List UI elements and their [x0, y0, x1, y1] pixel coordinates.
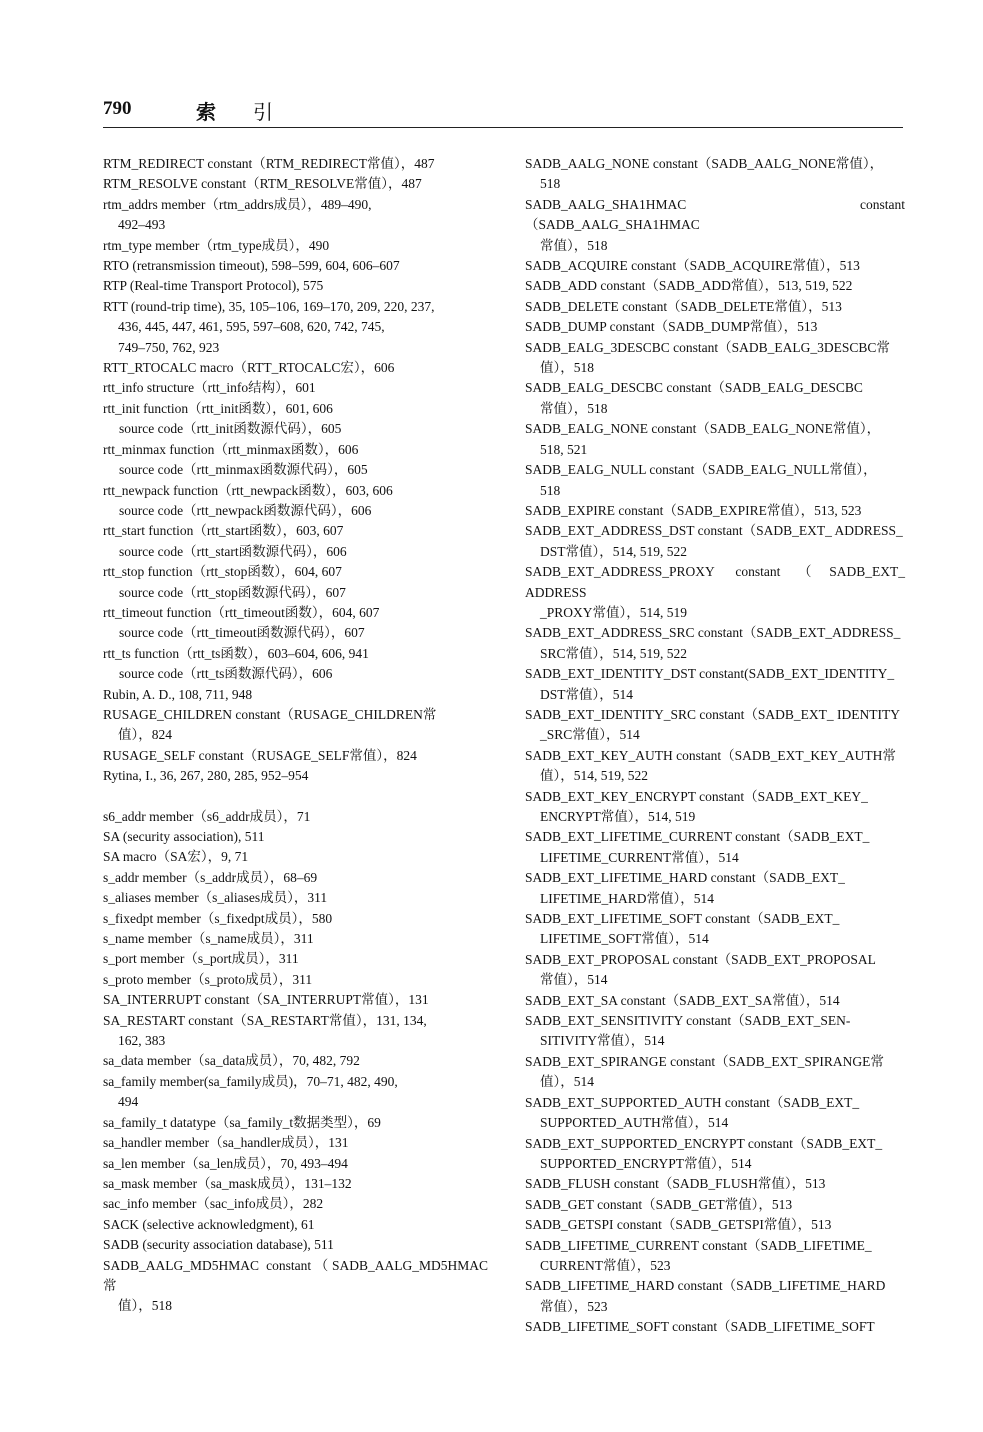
index-entry [103, 909, 488, 929]
section-gap [103, 787, 488, 807]
entry-line: source code（rtt_newpack函数源代码），606 [119, 502, 372, 518]
index-entry [103, 847, 488, 867]
index-entry [103, 1215, 488, 1235]
entry-line: SADB_ADD constant（SADB_ADD常值），513, 519, 522 [525, 278, 853, 294]
entry-line: source code（rtt_minmax函数源代码），605 [119, 462, 368, 478]
entry-line: SADB_AALG_SHA1HMAC constant（SADB_AALG_SHA1HMAC [525, 196, 905, 233]
index-entry [525, 297, 905, 317]
entry-line: s_addr member（s_addr成员），68–69 [103, 869, 318, 885]
entry-continuation: 值），824 [118, 727, 172, 743]
entry-continuation: 749–750, 762, 923 [118, 339, 220, 355]
entry-continuation: 值），518 [118, 1298, 172, 1314]
index-entry [103, 929, 488, 949]
entry-line: rtt_timeout function（rtt_timeout函数），604, 607 [103, 604, 380, 620]
index-entry [525, 419, 905, 460]
entry-line: sa_family_t datatype（sa_family_t数据类型），69 [103, 1114, 381, 1130]
entry-line: Rubin, A. D., 108, 711, 948 [103, 686, 253, 702]
index-entry [525, 276, 905, 296]
index-entry [103, 297, 488, 358]
entry-line: SADB_EXT_SPIRANGE constant（SADB_EXT_SPIRANGE常 [525, 1053, 884, 1069]
entry-line: source code（rtt_init函数源代码），605 [119, 421, 342, 437]
entry-line: SADB_EXT_LIFETIME_SOFT constant（SADB_EXT_ [525, 911, 840, 927]
index-entry [103, 1072, 488, 1113]
index-entry [103, 603, 488, 623]
entry-line: SADB_EXT_ADDRESS_PROXY constant（SADB_EXT_ ADDRESS [525, 564, 905, 600]
index-entry [103, 970, 488, 990]
index-subentry [103, 623, 488, 643]
index-entry [525, 1052, 905, 1093]
entry-line: SADB_EXPIRE constant（SADB_EXPIRE常值），513, 523 [525, 502, 862, 518]
index-entry [103, 256, 488, 276]
index-entry [103, 481, 488, 501]
entry-line: SADB_LIFETIME_CURRENT constant（SADB_LIFETIME_ [525, 1237, 872, 1253]
entry-line: source code（rtt_stop函数源代码），607 [119, 584, 346, 600]
entry-line: SA macro（SA宏），9, 71 [103, 849, 249, 865]
index-entry [103, 1194, 488, 1214]
index-entry [103, 174, 488, 194]
index-entry [525, 521, 905, 562]
index-entry [525, 787, 905, 828]
page-title-char-2: 引 [253, 102, 273, 124]
entry-line: sa_mask member（sa_mask成员），131–132 [103, 1175, 352, 1191]
index-entry [525, 868, 905, 909]
entry-continuation: 常值），518 [540, 400, 608, 416]
entry-line: RUSAGE_SELF constant（RUSAGE_SELF常值），824 [103, 747, 417, 763]
index-entry [525, 195, 905, 256]
entry-line: SADB_EXT_KEY_ENCRYPT constant（SADB_EXT_KEY_ [525, 788, 868, 804]
index-entry [525, 1236, 905, 1277]
entry-line: rtt_stop function（rtt_stop函数），604, 607 [103, 564, 342, 580]
index-entry [103, 378, 488, 398]
entry-line: rtt_init function（rtt_init函数），601, 606 [103, 400, 333, 416]
entry-line: sac_info member（sac_info成员），282 [103, 1196, 324, 1212]
entry-continuation: 518 [540, 482, 561, 498]
entry-line: SADB_EALG_DESCBC constant（SADB_EALG_DESCBC [525, 380, 863, 396]
index-subentry [103, 419, 488, 439]
index-entry [103, 1235, 488, 1255]
entry-line: SA_INTERRUPT constant（SA_INTERRUPT常值），131 [103, 992, 429, 1008]
entry-line: SADB_EXT_IDENTITY_SRC constant（SADB_EXT_ IDENTITY [525, 706, 900, 722]
index-entry [525, 1011, 905, 1052]
entry-line: source code（rtt_ts函数源代码），606 [119, 666, 333, 682]
index-entry [103, 807, 488, 827]
index-entry [525, 1317, 905, 1337]
entry-line: rtt_ts function（rtt_ts函数），603–604, 606, 941 [103, 645, 369, 661]
entry-continuation: 值），514, 519, 522 [540, 768, 648, 784]
index-entry [103, 1051, 488, 1071]
entry-line: s_aliases member（s_aliases成员），311 [103, 890, 328, 906]
entry-line: SADB_EXT_KEY_AUTH constant（SADB_EXT_KEY_AUTH常 [525, 747, 896, 763]
entry-continuation: _PROXY常值），514, 519 [540, 604, 688, 620]
entry-continuation: 518 [540, 176, 561, 192]
index-entry [103, 521, 488, 541]
index-entry [525, 1174, 905, 1194]
entry-continuation: 492–493 [118, 217, 166, 233]
entry-line: SADB_GETSPI constant（SADB_GETSPI常值），513 [525, 1217, 832, 1233]
entry-line: SADB_EXT_LIFETIME_HARD constant（SADB_EXT_ [525, 870, 845, 886]
entry-line: SADB_EXT_IDENTITY_DST constant(SADB_EXT_IDENTITY_ [525, 666, 895, 682]
index-entry [103, 1011, 488, 1052]
page-title-char-1: 索 [196, 102, 216, 124]
entry-line: SADB_EXT_SA constant（SADB_EXT_SA常值），514 [525, 992, 840, 1008]
index-entry [525, 338, 905, 379]
entry-line: SADB_EXT_LIFETIME_CURRENT constant（SADB_EXT_ [525, 829, 870, 845]
entry-continuation: 494 [118, 1094, 139, 1110]
index-entry [525, 378, 905, 419]
entry-line: SA (security association), 511 [103, 829, 265, 844]
index-entry [103, 1256, 488, 1317]
index-entry [525, 746, 905, 787]
entry-line: SA_RESTART constant（SA_RESTART常值），131, 134, [103, 1012, 427, 1028]
entry-line: SADB_LIFETIME_SOFT constant（SADB_LIFETIME_SOFT [525, 1319, 875, 1335]
index-entry [525, 256, 905, 276]
index-entry [103, 276, 488, 296]
index-entry [525, 991, 905, 1011]
index-subentry [103, 501, 488, 521]
entry-line: RTT_RTOCALC macro（RTT_RTOCALC宏），606 [103, 360, 395, 376]
index-subentry [103, 460, 488, 480]
entry-continuation: CURRENT常值），523 [540, 1257, 671, 1273]
index-entry [103, 399, 488, 419]
entry-continuation: LIFETIME_HARD常值），514 [540, 890, 714, 906]
entry-continuation: 常值），514 [540, 972, 608, 988]
entry-line: SADB_GET constant（SADB_GET常值），513 [525, 1196, 793, 1212]
entry-continuation: LIFETIME_SOFT常值），514 [540, 931, 709, 947]
index-entry [103, 949, 488, 969]
entry-line: s_port member（s_port成员），311 [103, 951, 299, 967]
entry-continuation: SRC常值），514, 519, 522 [540, 645, 688, 661]
index-entry [525, 827, 905, 868]
index-entry [103, 1174, 488, 1194]
header-rule [103, 127, 903, 128]
entry-continuation: 值），514 [540, 1074, 594, 1090]
page-header [103, 96, 903, 128]
index-entry [103, 888, 488, 908]
entry-line: rtt_minmax function（rtt_minmax函数），606 [103, 441, 359, 457]
index-entry [525, 317, 905, 337]
index-entry [103, 236, 488, 256]
index-entry [525, 950, 905, 991]
entry-line: SADB_EXT_ADDRESS_DST constant（SADB_EXT_ ADDRESS_ [525, 523, 903, 539]
index-entry [103, 990, 488, 1010]
entry-line: RTP (Real-time Transport Protocol), 575 [103, 278, 324, 294]
index-entry [525, 1276, 905, 1317]
entry-line: source code（rtt_start函数源代码），606 [119, 543, 347, 559]
entry-line: s_fixedpt member（s_fixedpt成员），580 [103, 910, 333, 926]
entry-continuation: 常值），523 [540, 1298, 608, 1314]
entry-continuation: 518, 521 [540, 441, 588, 457]
entry-line: SADB_EALG_3DESCBC constant（SADB_EALG_3DESCBC常 [525, 339, 890, 355]
page-number: 790 [103, 98, 132, 119]
entry-line: s_proto member（s_proto成员），311 [103, 971, 313, 987]
entry-line: sa_data member（sa_data成员），70, 482, 792 [103, 1053, 360, 1069]
index-entry [525, 1215, 905, 1235]
entry-line: s6_addr member（s6_addr成员），71 [103, 808, 311, 824]
index-entry [103, 827, 488, 847]
entry-line: RTO (retransmission timeout), 598–599, 604, 606–607 [103, 258, 400, 274]
index-entry [525, 501, 905, 521]
index-entry [103, 746, 488, 766]
entry-line: sa_family member(sa_family成员)，70–71, 482, 490, [103, 1073, 398, 1089]
entry-line: rtt_info structure（rtt_info结构），601 [103, 380, 316, 396]
index-entry [103, 154, 488, 174]
index-subentry [103, 664, 488, 684]
entry-line: SADB_AALG_MD5HMAC constant（SADB_AALG_MD5HMAC常 [103, 1257, 488, 1293]
entry-continuation: 常值），518 [540, 237, 608, 253]
entry-line: RTM_RESOLVE constant（RTM_RESOLVE常值），487 [103, 176, 422, 192]
entry-line: SADB_EALG_NULL constant（SADB_EALG_NULL常值）， [525, 462, 877, 478]
entry-line: SADB_EXT_ADDRESS_SRC constant（SADB_EXT_ADDRESS_ [525, 625, 901, 641]
index-entry [103, 440, 488, 460]
index-column-right [525, 154, 905, 1338]
entry-continuation: DST常值），514, 519, 522 [540, 543, 688, 559]
entry-line: SADB_DUMP constant（SADB_DUMP常值），513 [525, 319, 818, 335]
index-entry [103, 1154, 488, 1174]
entry-line: sa_len member（sa_len成员），70, 493–494 [103, 1155, 348, 1171]
entry-line: SADB (security association database), 511 [103, 1237, 334, 1253]
entry-line: SACK (selective acknowledgment), 61 [103, 1216, 315, 1232]
entry-line: SADB_EALG_NONE constant（SADB_EALG_NONE常值）， [525, 421, 881, 437]
entry-line: SADB_EXT_PROPOSAL constant（SADB_EXT_PROPOSAL [525, 951, 876, 967]
entry-line: rtt_newpack function（rtt_newpack函数），603, 606 [103, 482, 393, 498]
entry-continuation: 值），518 [540, 360, 594, 376]
entry-continuation: SITIVITY常值），514 [540, 1033, 665, 1049]
entry-continuation: ENCRYPT常值），514, 519 [540, 809, 696, 824]
index-subentry [103, 542, 488, 562]
index-entry [103, 562, 488, 582]
index-entry [525, 1134, 905, 1175]
entry-line: SADB_FLUSH constant（SADB_FLUSH常值），513 [525, 1176, 826, 1192]
entry-line: SADB_DELETE constant（SADB_DELETE常值），513 [525, 298, 842, 314]
entry-line: rtm_type member（rtm_type成员），490 [103, 237, 330, 253]
index-entry [525, 562, 905, 623]
index-subentry [103, 583, 488, 603]
index-entry [525, 154, 905, 195]
entry-line: rtt_start function（rtt_start函数），603, 607 [103, 523, 344, 539]
index-entry [103, 1113, 488, 1133]
entry-line: SADB_EXT_SUPPORTED_AUTH constant（SADB_EXT_ [525, 1094, 860, 1110]
index-entry [103, 766, 488, 786]
entry-continuation: DST常值），514 [540, 686, 634, 702]
index-entry [103, 685, 488, 705]
entry-continuation: SUPPORTED_AUTH常值），514 [540, 1115, 729, 1131]
entry-continuation: 436, 445, 447, 461, 595, 597–608, 620, 742, 745, [118, 319, 385, 335]
entry-line: RTT (round-trip time), 35, 105–106, 169–170, 209, 220, 237, [103, 298, 435, 314]
entry-continuation: SUPPORTED_ENCRYPT常值），514 [540, 1155, 752, 1171]
entry-continuation: _SRC常值），514 [540, 727, 640, 743]
index-entry [103, 1133, 488, 1153]
entry-continuation: 162, 383 [118, 1033, 166, 1049]
index-entry [525, 909, 905, 950]
entry-line: RTM_REDIRECT constant（RTM_REDIRECT常值），487 [103, 156, 435, 171]
entry-line: SADB_LIFETIME_HARD constant（SADB_LIFETIME_HARD [525, 1278, 886, 1294]
index-entry [525, 664, 905, 705]
index-entry [103, 358, 488, 378]
entry-line: RUSAGE_CHILDREN constant（RUSAGE_CHILDREN常 [103, 706, 437, 722]
index-entry [525, 623, 905, 664]
index-entry [525, 460, 905, 501]
entry-line: sa_handler member（sa_handler成员），131 [103, 1135, 349, 1151]
index-entry [525, 1093, 905, 1134]
index-column-left [103, 154, 488, 1317]
index-entry [525, 1195, 905, 1215]
entry-line: s_name member（s_name成员），311 [103, 931, 314, 947]
entry-line: source code（rtt_timeout函数源代码），607 [119, 625, 365, 641]
index-entry [103, 705, 488, 746]
entry-line: SADB_ACQUIRE constant（SADB_ACQUIRE常值），513 [525, 258, 860, 274]
index-entry [103, 195, 488, 236]
entry-line: rtm_addrs member（rtm_addrs成员），489–490, [103, 196, 372, 212]
index-entry [103, 644, 488, 664]
entry-line: SADB_EXT_SUPPORTED_ENCRYPT constant（SADB_EXT_ [525, 1135, 883, 1151]
index-entry [103, 868, 488, 888]
entry-line: SADB_AALG_NONE constant（SADB_AALG_NONE常值）， [525, 156, 884, 171]
index-entry [525, 705, 905, 746]
entry-line: SADB_EXT_SENSITIVITY constant（SADB_EXT_SEN- [525, 1013, 851, 1029]
entry-line: Rytina, I., 36, 267, 280, 285, 952–954 [103, 768, 309, 784]
entry-continuation: LIFETIME_CURRENT常值），514 [540, 849, 739, 865]
